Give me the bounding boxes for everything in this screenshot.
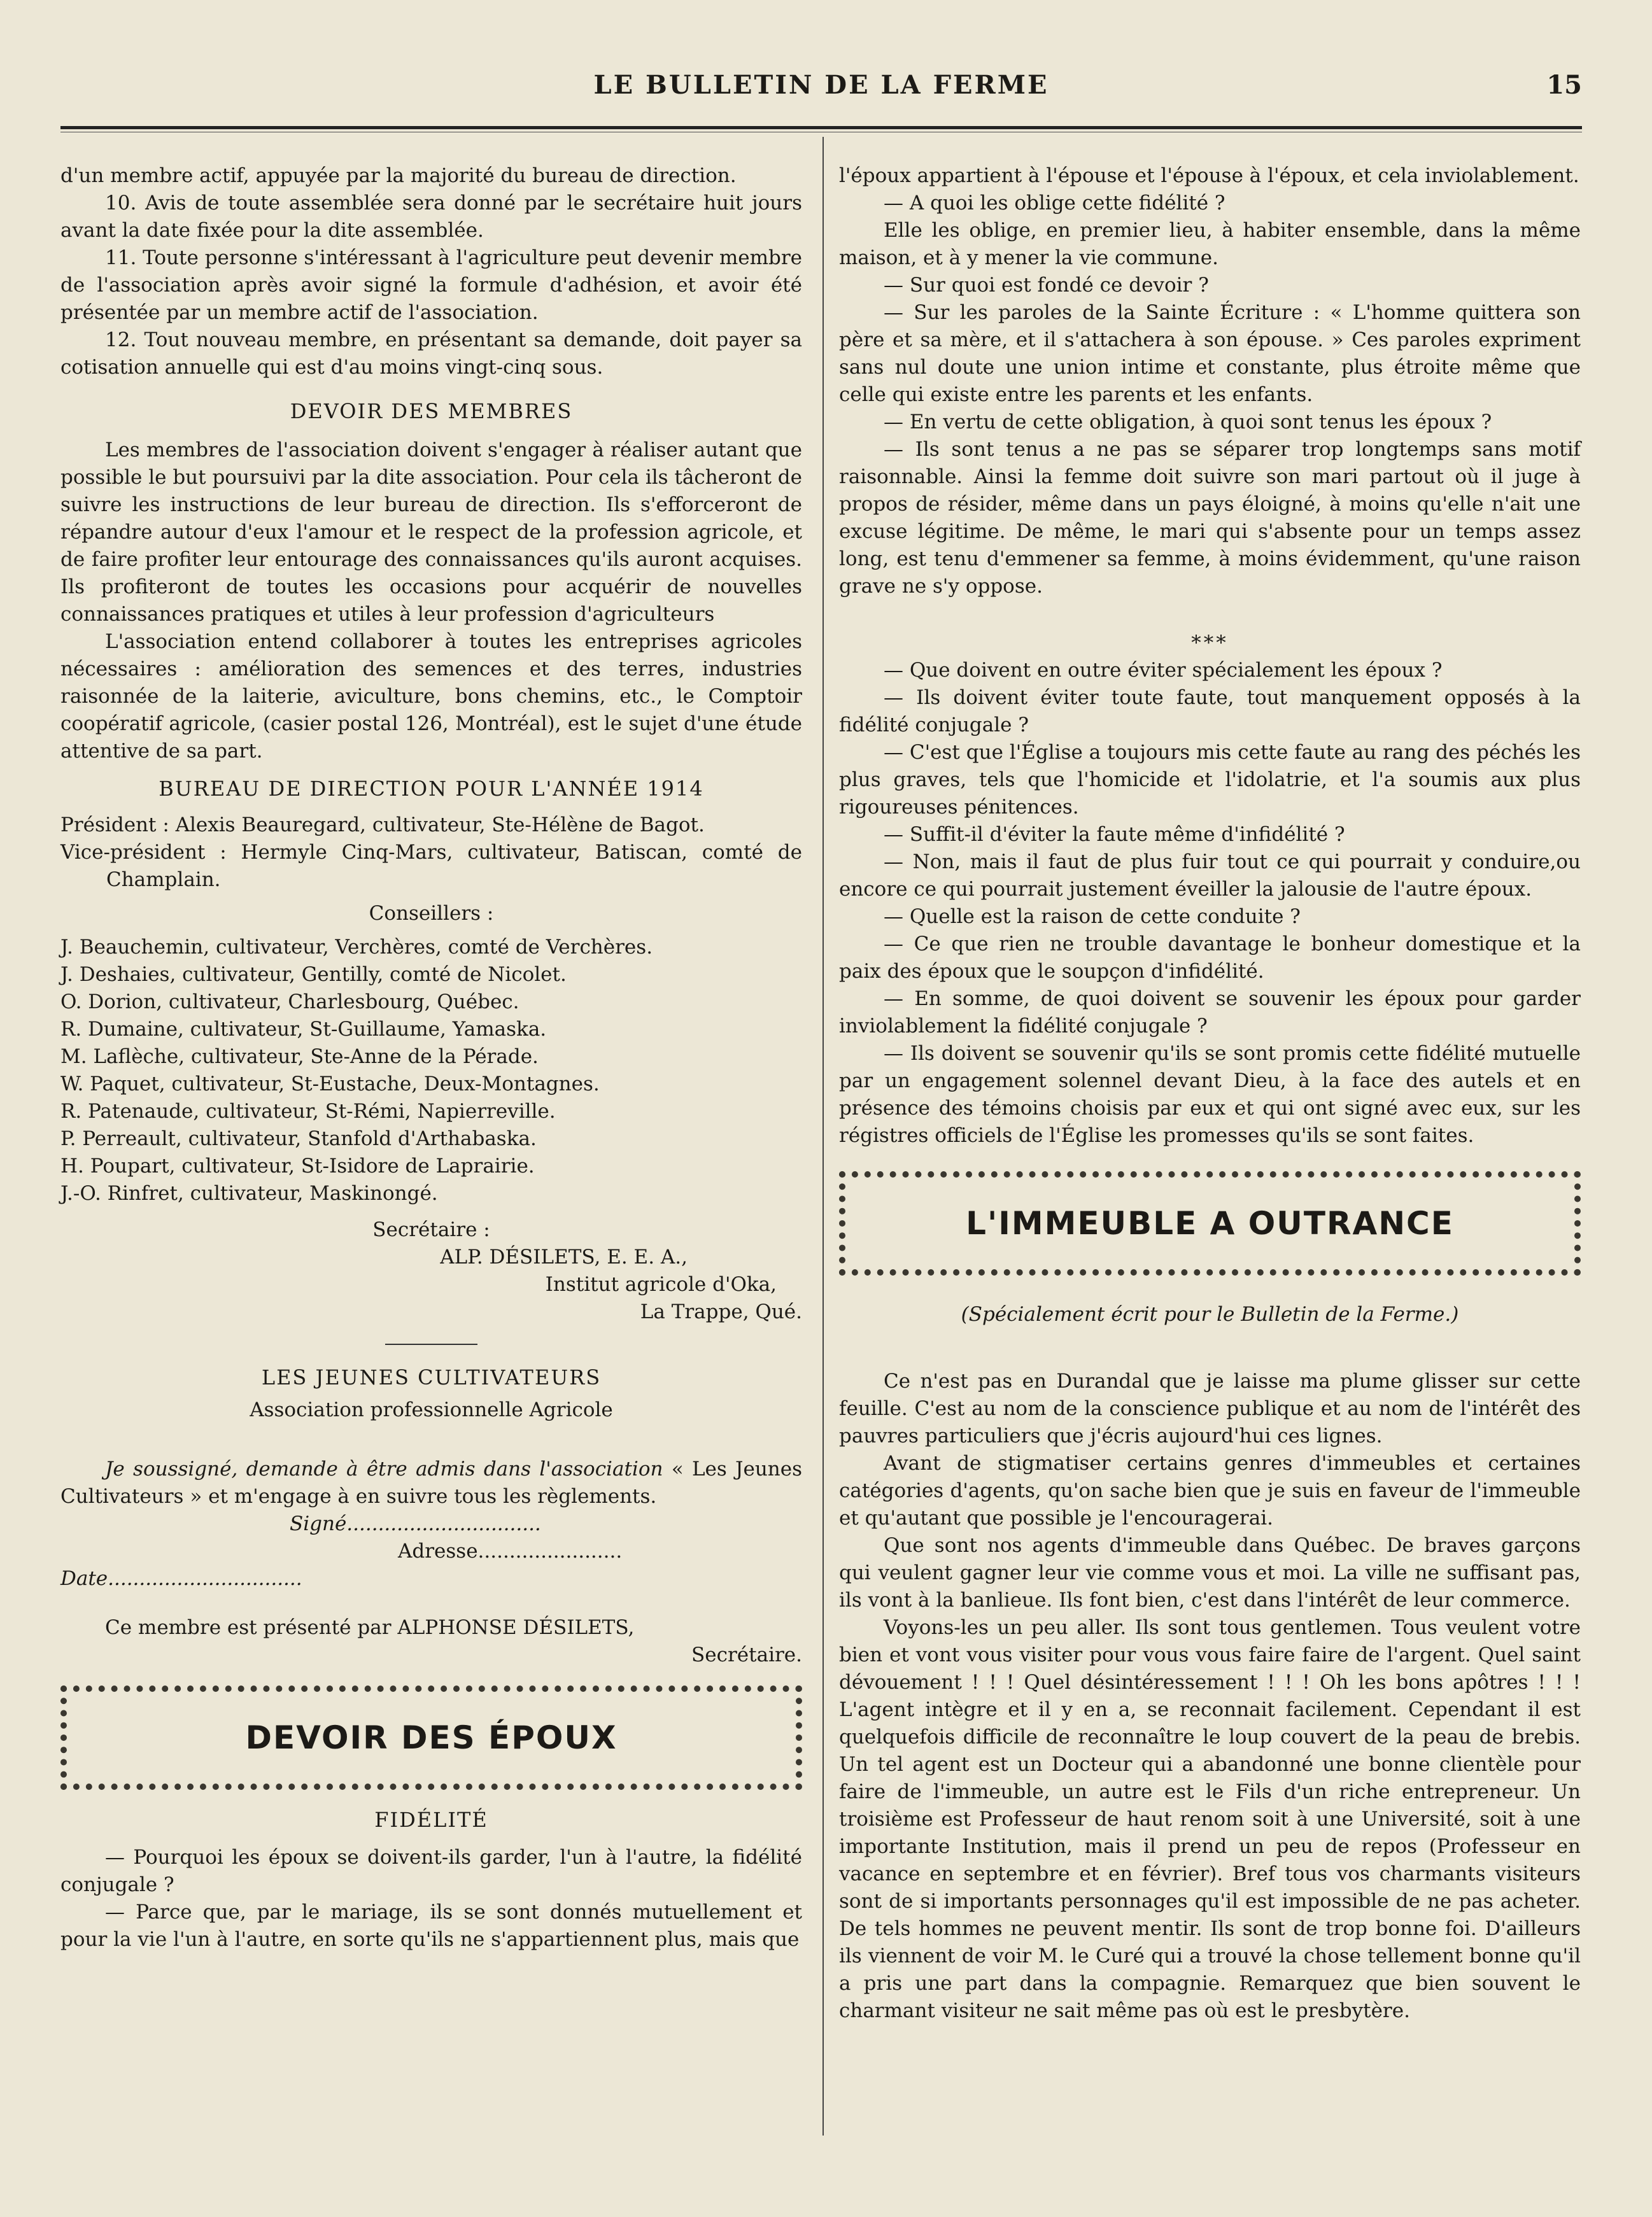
paragraph: Les membres de l'association doivent s'engager à réaliser autant que possible le but poursuivi par la dite association. Pour cela ils tâcheront de suivre les instructions de leur bureau de direction. Ils s'efforceront de répandre autour d'eux l'amour et le respect de la profession agricole, et de faire profiter leur entourage des connaissances qu'ils auront acquises. Ils profiteront de toutes les occasions pour acquérir de nouvelles connaissances pratiques et utiles à leur profession d'agriculteurs (60, 439, 802, 626)
section-stars: *** (1191, 631, 1229, 654)
form-adresse-line: Adresse....................... (398, 1540, 623, 1563)
paragraph: 10. Avis de toute assemblée sera donné par le secrétaire huit jours avant la date fixée pour la dite assemblée. (60, 192, 802, 242)
secretaire-place: La Trappe, Qué. (640, 1300, 802, 1323)
column-divider (822, 137, 824, 2136)
left-column (60, 162, 802, 1953)
paragraph: — Ils doivent se souvenir qu'ils se sont promis cette fidélité mutuelle par un engagement solennel devant Dieu, à la face des autels et en présence des témoins choisis par eux et qui ont signé avec eux, sur les régistres officiels de l'Église les promesses qu'ils se sont faites. (839, 1042, 1581, 1147)
page-header (60, 70, 1582, 115)
section-heading-fidelite: FIDÉLITÉ (374, 1808, 488, 1832)
paragraph: l'époux appartient à l'épouse et l'épouse à l'époux, et cela inviolablement. (839, 164, 1579, 187)
presente-par-line: Ce membre est présenté par ALPHONSE DÉSILETS, (105, 1616, 635, 1639)
paragraph: — En vertu de cette obligation, à quoi sont tenus les époux ? (884, 411, 1492, 433)
paragraph: — En somme, de quoi doivent se souvenir les époux pour garder inviolablement la fidélité conjugale ? (839, 987, 1581, 1038)
form-intro-text: « Les Jeunes Cultivateurs » et m'engage à en suivre tous les règlements. (60, 1458, 802, 1508)
article-subtitle: (Spécialement écrit pour le Bulletin de la Ferme.) (961, 1303, 1459, 1326)
paragraph: 11. Toute personne s'intéressant à l'agriculture peut devenir membre de l'association après avoir signé la formule d'adhésion, et avoir été présentée par un membre actif de l'association. (60, 246, 803, 324)
paragraph: Elle les oblige, en premier lieu, à habiter ensemble, dans la même maison, et à y mener la vie commune. (839, 219, 1581, 269)
header-rule (60, 126, 1582, 132)
paragraph: — C'est que l'Église a toujours mis cette faute au rang des péchés les plus graves, tels que l'homicide et l'idolatrie, et l'a soumis aux plus rigoureuses pénitences. (839, 741, 1581, 819)
vice-president-line: Vice-président : Hermyle Cinq-Mars, cultivateur, Batiscan, comté de Champlain. (60, 841, 802, 891)
section-heading-bureau: BUREAU DE DIRECTION POUR L'ANNÉE 1914 (159, 777, 704, 801)
paragraph: — Ils doivent éviter toute faute, tout manquement opposés à la fidélité conjugale ? (839, 686, 1581, 736)
paragraph: 12. Tout nouveau membre, en présentant sa demande, doit payer sa cotisation annuelle qui est d'au moins vingt-cinq sous. (60, 328, 802, 379)
paragraph: — Que doivent en outre éviter spécialement les époux ? (884, 659, 1443, 682)
paragraph: d'un membre actif, appuyée par la majorité du bureau de direction. (60, 164, 737, 187)
paragraph: — Pourquoi les époux se doivent-ils garder, l'un à l'autre, la fidélité conjugale ? (60, 1846, 802, 1896)
paragraph: — Suffit-il d'éviter la faute même d'infidélité ? (884, 823, 1345, 846)
section-heading-devoir-membres: DEVOIR DES MEMBRES (290, 399, 573, 423)
section-divider (385, 1344, 477, 1345)
secretaire-heading: Secrétaire : (372, 1218, 490, 1241)
section-subheading: Association professionnelle Agricole (250, 1398, 613, 1421)
publication-title: LE BULLETIN DE LA FERME (593, 70, 1049, 100)
paragraph: — Sur quoi est fondé ce devoir ? (884, 274, 1209, 297)
president-line: Président : Alexis Beauregard, cultivateur, Ste-Hélène de Bagot. (60, 813, 705, 836)
paragraph: — Quelle est la raison de cette conduite ? (884, 905, 1301, 928)
conseiller-line: J. Deshaies, cultivateur, Gentilly, comté de Nicolet. (60, 963, 567, 986)
paragraph: — Ce que rien ne trouble davantage le bonheur domestique et la paix des époux que le soupçon d'infidélité. (839, 933, 1581, 983)
paragraph: L'association entend collaborer à toutes les entreprises agricoles nécessaires : amélioration des semences et des terres, industries raisonnée de la laiterie, aviculture, bons chemins, etc., le Comptoir coopératif agricole, (casier postal 126, Montréal), est le sujet d'une étude attentive de sa part. (60, 630, 802, 763)
paragraph: — Parce que, par le mariage, ils se sont donnés mutuellement et pour la vie l'un à l'autre, en sorte qu'ils ne s'appartiennent plus, mais que (60, 1901, 802, 1951)
paragraph: — Non, mais il faut de plus fuir tout ce qui pourrait y conduire,ou encore ce qui pourrait justement éveiller la jalousie de l'autre époux. (839, 850, 1581, 901)
conseiller-line: R. Patenaude, cultivateur, St-Rémi, Napierreville. (60, 1100, 556, 1123)
paragraph: — Sur les paroles de la Sainte Écriture : « L'homme quittera son père et sa mère, et il s'attachera à son épouse. » Ces paroles expriment sans nul doute une union intime et constante, plus étroite même que celle qui existe entre les parents et les enfants. (839, 301, 1581, 406)
paragraph: Que sont nos agents d'immeuble dans Québec. De braves garçons qui veulent gagner leur vie comme vous et moi. La ville ne suffisant pas, ils vont à la banlieue. Ils font bien, c'est dans l'intérêt de leur commerce. (839, 1534, 1581, 1612)
secretaire-institution: Institut agricole d'Oka, (545, 1273, 777, 1296)
bureau-list (60, 812, 802, 1326)
conseiller-line: M. Laflèche, cultivateur, Ste-Anne de la Pérade. (60, 1045, 539, 1068)
box-title: DEVOIR DES ÉPOUX (245, 1719, 618, 1756)
form-date-line: Date............................... (60, 1567, 302, 1590)
conseiller-line: R. Dumaine, cultivateur, St-Guillaume, Yamaska. (60, 1018, 547, 1041)
paragraph: Ce n'est pas en Durandal que je laisse ma plume glisser sur cette feuille. C'est au nom de la conscience publique et au nom de l'intérêt des pauvres particuliers que j'écris aujourd'hui ces lignes. (839, 1370, 1581, 1447)
presente-role: Secrétaire. (691, 1643, 802, 1666)
immeuble-box (839, 1171, 1581, 1276)
devoir-epoux-box (60, 1686, 802, 1790)
conseiller-line: H. Poupart, cultivateur, St-Isidore de Laprairie. (60, 1155, 535, 1178)
conseillers-heading: Conseillers : (369, 902, 494, 925)
page-number: 15 (1546, 70, 1582, 100)
form-intro (60, 1456, 802, 1510)
box-title: L'IMMEUBLE A OUTRANCE (966, 1205, 1454, 1242)
section-heading-jeunes: LES JEUNES CULTIVATEURS (261, 1365, 602, 1390)
paragraph: — Ils sont tenus a ne pas se séparer trop longtemps sans motif raisonnable. Ainsi la femme doit suivre son mari partout où il juge à propos de résider, même dans un pays éloigné, à moins qu'elle n'ait une excuse légitime. De même, le mari qui s'absente pour un temps assez long, est tenu d'emmener sa femme, à moins évidemment, qu'une raison grave ne s'y oppose. (839, 438, 1581, 598)
conseiller-line: P. Perreault, cultivateur, Stanfold d'Arthabaska. (60, 1127, 537, 1150)
conseiller-line: W. Paquet, cultivateur, St-Eustache, Deux-Montagnes. (60, 1073, 600, 1095)
paragraph: Avant de stigmatiser certains genres d'immeubles et certaines catégories d'agents, qu'on sache bien que je suis en faveur de l'immeuble et qu'autant que possible je l'encouragerai. (839, 1452, 1581, 1530)
paragraph: Voyons-les un peu aller. Ils sont tous gentlemen. Tous veulent votre bien et vont vous visiter pour vous vous faire faire de l'argent. Quel saint dévouement ! ! ! Quel désintéressement ! ! ! Oh les bons apôtres ! ! ! L'agent intègre et il y en a, se reconnait facilement. Cependant il est quelquefois difficile de reconnaître le loup couvert de la peau de brebis. Un tel agent est un Docteur qui a abandonné une bonne clientèle pour faire de l'immeuble, un autre est le Fils d'un riche entrepreneur. Un troisième est Professeur de haut renom soit à une Université, soit à une importante Institution, mais il prend un peu de repos (Professeur en vacance en septembre et en février). Bref tous vos charmants visiteurs sont de si importants personnages qu'il est impossible de ne pas acheter. De tels hommes ne peuvent mentir. Ils sont de trop bonne foi. D'ailleurs ils viennent de voir M. le Curé qui a trouvé la chose tellement bonne qu'il a pris une part dans la compagnie. Remarquez que bien souvent le charmant visiteur ne sait même pas où est le presbytère. (839, 1616, 1581, 2022)
secretaire-name: ALP. DÉSILETS, E. E. A., (440, 1246, 688, 1269)
form-signe-line: Signé............................... (290, 1512, 541, 1535)
conseiller-line: J. Beauchemin, cultivateur, Verchères, comté de Verchères. (60, 936, 653, 959)
form-intro-italic: Je soussigné, demande à être admis dans l'association (105, 1458, 663, 1481)
conseiller-line: O. Dorion, cultivateur, Charlesbourg, Québec. (60, 990, 519, 1013)
right-column (839, 162, 1581, 2025)
conseiller-line: J.-O. Rinfret, cultivateur, Maskinongé. (60, 1182, 438, 1205)
paragraph: — A quoi les oblige cette fidélité ? (884, 192, 1225, 215)
